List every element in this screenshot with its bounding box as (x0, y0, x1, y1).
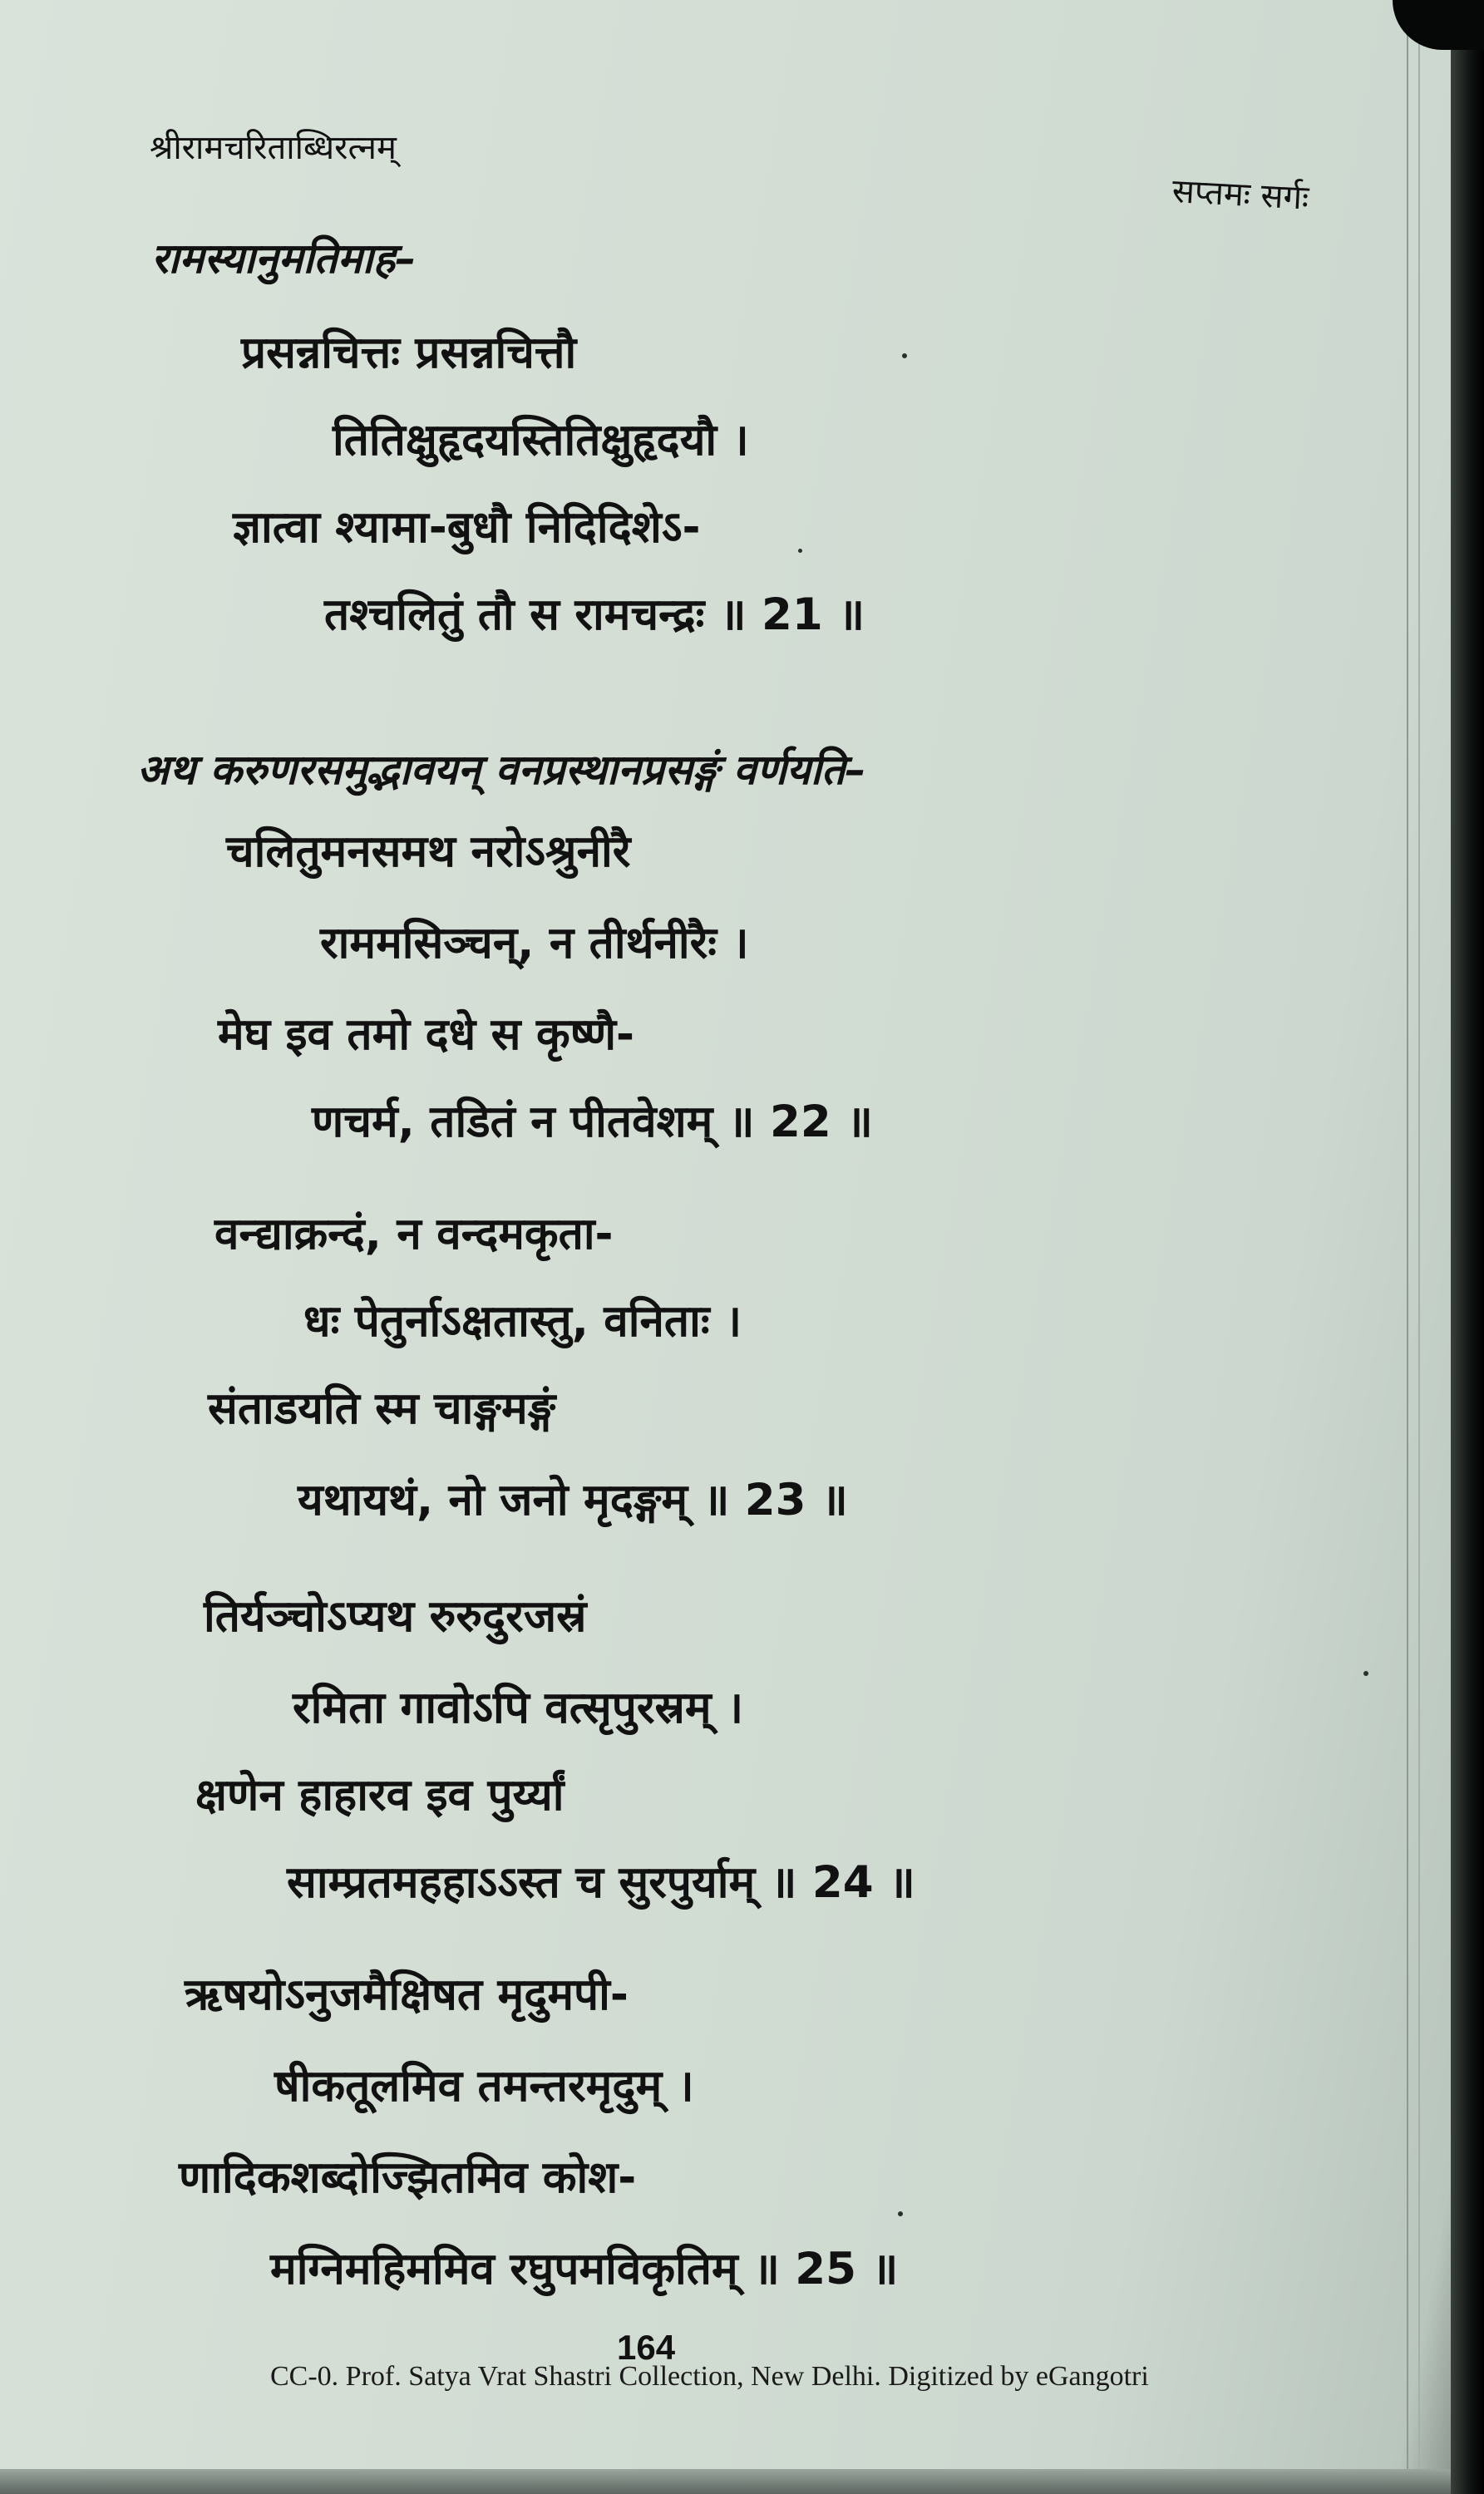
verse-line: राममसिञ्चन्, न तीर्थनीरैः । (320, 918, 749, 969)
verse-intro: अथ करुणरसमुद्भावयन् वनप्रस्थानप्रसङ्गं वर्णयति– (137, 746, 866, 794)
verse-line: ज्ञात्वा श्यामा-बुधौ निदिदिशेऽ- (233, 502, 701, 553)
verse-line: यथायथं, नो जनो मृदङ्गम् ॥ 23 ॥ (298, 1475, 848, 1525)
scan-speck (1363, 1671, 1368, 1676)
verse-line: ऋषयोऽनुजमैक्षिषत मृदुमपी- (185, 1969, 629, 2020)
verse-line: तितिक्षुहृदयस्तितिक्षुहृदयौ । (333, 415, 749, 466)
verse-intro: रामस्यानुमतिमाह– (151, 234, 417, 283)
verse-line: वन्द्याक्रन्दं, न वन्दमकृता- (214, 1209, 614, 1259)
verse-line: मग्निमहिममिव रघुपमविकृतिम् ॥ 25 ॥ (270, 2244, 899, 2294)
verse-line: चलितुमनसमथ नरोऽश्रुनीरै (226, 826, 631, 877)
verse-line: प्रसन्नचित्तः प्रसन्नचित्तौ (241, 328, 577, 378)
verse-line: णादिकशब्दोज्झितमिव कोश- (179, 2152, 637, 2203)
verse-line: णचर्म, तडितं न पीतवेशम् ॥ 22 ॥ (312, 1097, 873, 1147)
verse-line: मेघ इव तमो दधे स कृष्णै- (218, 1009, 635, 1060)
digitization-credit: CC-0. Prof. Satya Vrat Shastri Collection, New Delhi. Digitized by eGangotri (270, 2361, 1149, 2392)
verse-line: षीकतूलमिव तमन्तरमृदुम् । (274, 2061, 694, 2112)
page-bottom-shadow (0, 2469, 1451, 2494)
verse-line: धः पेतुर्नाऽक्षतास्तु, वनिताः । (303, 1296, 742, 1347)
page-edge-line (1418, 0, 1420, 2494)
verse-line: संताडयति स्म चाङ्गमङ्गं (208, 1383, 556, 1434)
book-binding-edge (1451, 0, 1484, 2494)
scan-speck (898, 2211, 903, 2216)
verse-line: साम्प्रतमहहाऽऽस्त च सुरपुर्याम् ॥ 24 ॥ (287, 1857, 915, 1908)
running-header-title: श्रीरामचरिताब्धिरत्नम् (150, 129, 397, 167)
running-header-chapter: सप्तमः सर्गः (1171, 172, 1310, 218)
verse-line: रमिता गावोऽपि वत्सृपुरस्रम् । (293, 1683, 744, 1733)
page-number: 164 (617, 2328, 676, 2367)
scan-speck (902, 353, 907, 358)
verse-line: क्षणेन हाहारव इव पुर्य्यां (195, 1770, 565, 1821)
verse-line: तश्चलितुं तौ स रामचन्द्रः ॥ 21 ॥ (324, 589, 865, 640)
verse-line: तिर्यञ्चोऽप्यथ रुरुदुरजस्रं (204, 1591, 587, 1642)
page-edge-line (1407, 0, 1408, 2494)
scan-speck (798, 549, 802, 553)
